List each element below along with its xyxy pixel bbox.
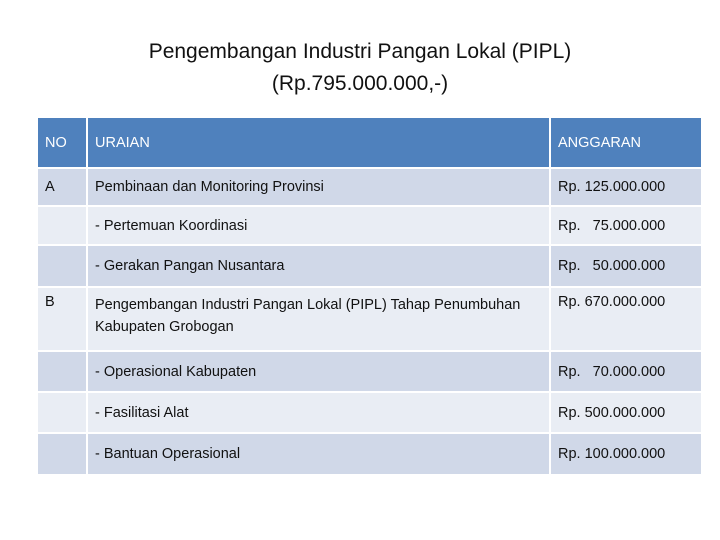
cell-anggaran: Rp. 670.000.000 (550, 287, 702, 351)
title-line-2: (Rp.795.000.000,-) (271, 72, 449, 95)
table-row (37, 245, 702, 287)
table-row (37, 433, 702, 475)
page-title (0, 36, 720, 100)
cell-no (37, 433, 87, 475)
cell-no (37, 351, 87, 392)
cell-uraian: - Operasional Kabupaten (87, 351, 550, 392)
table-row (37, 392, 702, 433)
title-line-1: Pengembangan Industri Pangan Lokal (PIPL) (148, 40, 572, 63)
cell-uraian: - Bantuan Operasional (87, 433, 550, 475)
cell-anggaran: Rp. 50.000.000 (550, 245, 702, 287)
table-row (37, 168, 702, 206)
budget-table (36, 116, 703, 476)
cell-no (37, 392, 87, 433)
header-no: NO (37, 117, 87, 168)
cell-uraian: - Gerakan Pangan Nusantara (87, 245, 550, 287)
cell-anggaran: Rp. 500.000.000 (550, 392, 702, 433)
cell-no: B (37, 287, 87, 351)
cell-no: A (37, 168, 87, 206)
cell-uraian: - Fasilitasi Alat (87, 392, 550, 433)
cell-uraian: - Pertemuan Koordinasi (87, 206, 550, 245)
cell-uraian: Pembinaan dan Monitoring Provinsi (87, 168, 550, 206)
table-row (37, 206, 702, 245)
cell-no (37, 206, 87, 245)
header-uraian: URAIAN (87, 117, 550, 168)
table-header-row (37, 117, 702, 168)
table-row (37, 287, 702, 351)
cell-anggaran: Rp. 125.000.000 (550, 168, 702, 206)
cell-uraian: Pengembangan Industri Pangan Lokal (PIPL) Tahap Penumbuhan Kabupaten Grobogan (87, 287, 550, 351)
cell-anggaran: Rp. 75.000.000 (550, 206, 702, 245)
table-row (37, 351, 702, 392)
cell-anggaran: Rp. 100.000.000 (550, 433, 702, 475)
cell-anggaran: Rp. 70.000.000 (550, 351, 702, 392)
cell-no (37, 245, 87, 287)
header-anggaran: ANGGARAN (550, 117, 702, 168)
